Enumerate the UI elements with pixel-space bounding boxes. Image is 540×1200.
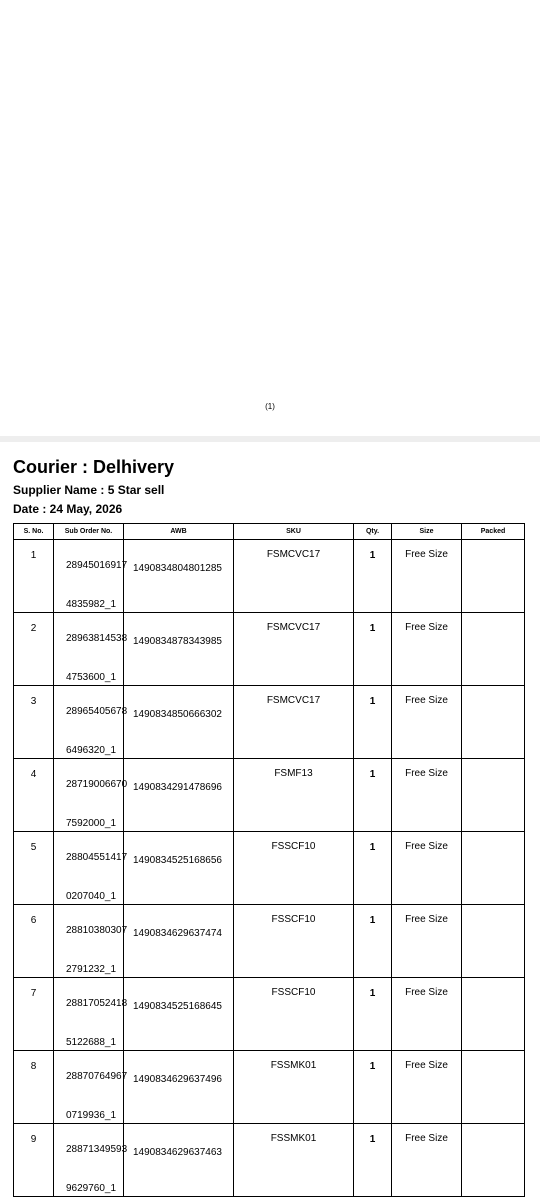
- size-text: Free Size: [405, 841, 448, 852]
- awb-text: 1490834804801285: [133, 563, 222, 574]
- table-row: [14, 759, 525, 832]
- awb-text: 1490834629637474: [133, 928, 222, 939]
- sub-order-text: [54, 978, 128, 1050]
- cell-packed: [462, 613, 525, 686]
- qty-text: 1: [369, 1061, 376, 1072]
- awb-text: 1490834878343985: [133, 636, 222, 647]
- cell-sub-order: [54, 686, 128, 759]
- table-header-row: [14, 524, 525, 540]
- qty-text: 1: [369, 769, 376, 780]
- qty-text: 1: [369, 1134, 376, 1145]
- column-header-sub-order: Sub Order No.: [54, 524, 124, 540]
- cell-awb: [124, 978, 234, 1051]
- cell-packed: [462, 978, 525, 1051]
- qty-text: 1: [369, 842, 376, 853]
- cell-size: [392, 978, 462, 1051]
- sub-order-text: [54, 1124, 128, 1196]
- cell-sub-order: [54, 978, 128, 1051]
- awb-text: 1490834629637463: [133, 1147, 222, 1158]
- sub-order-line1: 28871349593: [66, 1144, 128, 1155]
- cell-qty: [354, 613, 392, 686]
- packing-table: [13, 523, 525, 1197]
- courier-title: Courier : Delhivery: [13, 457, 175, 477]
- packing-list-sheet: [13, 442, 527, 1194]
- cell-sub-order: [54, 613, 128, 686]
- size-text: Free Size: [405, 549, 448, 560]
- sub-order-line1: 28945016917: [66, 560, 128, 571]
- cell-awb: [124, 540, 234, 613]
- column-header-qty: Qty.: [354, 524, 392, 540]
- sku-text: FSSCF10: [271, 914, 316, 925]
- sub-order-line1: 28870764967: [66, 1071, 128, 1082]
- cell-qty: [354, 1051, 392, 1124]
- cell-sku: [234, 978, 354, 1051]
- cell-sno: [14, 978, 54, 1051]
- cell-packed: [462, 1051, 525, 1124]
- sub-order-line2: 0207040_1: [66, 891, 117, 902]
- sub-order-line1: 28965405678: [66, 706, 128, 717]
- table-row: [14, 1051, 525, 1124]
- sku-text: FSSCF10: [271, 841, 316, 852]
- sub-order-text: [54, 613, 128, 685]
- cell-sno: [14, 1051, 54, 1124]
- qty-text: 1: [369, 988, 376, 999]
- sub-order-text: [54, 905, 128, 977]
- sub-order-line2: 9629760_1: [66, 1183, 117, 1194]
- cell-sku: [234, 686, 354, 759]
- cell-sku: [234, 832, 354, 905]
- cell-packed: [462, 759, 525, 832]
- cell-sub-order: [54, 905, 128, 978]
- cell-size: [392, 1124, 462, 1197]
- sub-order-text: [54, 686, 128, 758]
- size-text: Free Size: [405, 914, 448, 925]
- size-text: Free Size: [405, 768, 448, 779]
- cell-packed: [462, 540, 525, 613]
- table-row: [14, 905, 525, 978]
- sub-order-text: [54, 832, 128, 904]
- cell-size: [392, 832, 462, 905]
- sno-text: 7: [30, 988, 37, 999]
- table-row: [14, 613, 525, 686]
- sub-order-line1: 28963814538: [66, 633, 128, 644]
- sku-text: FSMCVC17: [266, 549, 321, 560]
- sub-order-text: [54, 759, 128, 831]
- sku-text: FSMCVC17: [266, 622, 321, 633]
- cell-qty: [354, 686, 392, 759]
- cell-packed: [462, 832, 525, 905]
- table-row: [14, 832, 525, 905]
- sub-order-line2: 4753600_1: [66, 672, 117, 683]
- sub-order-line1: 28817052418: [66, 998, 128, 1009]
- cell-sku: [234, 759, 354, 832]
- sub-order-line2: 4835982_1: [66, 599, 117, 610]
- cell-size: [392, 1051, 462, 1124]
- cell-awb: [124, 613, 234, 686]
- cell-sku: [234, 1124, 354, 1197]
- table-row: [14, 686, 525, 759]
- cell-sno: [14, 905, 54, 978]
- qty-text: 1: [369, 550, 376, 561]
- sno-text: 4: [30, 769, 37, 780]
- table-row: [14, 1124, 525, 1197]
- cell-sku: [234, 540, 354, 613]
- cell-packed: [462, 1124, 525, 1197]
- column-header-sku: SKU: [234, 524, 354, 540]
- size-text: Free Size: [405, 695, 448, 706]
- cell-packed: [462, 686, 525, 759]
- cell-sno: [14, 613, 54, 686]
- previous-page-area: [0, 0, 540, 436]
- cell-size: [392, 686, 462, 759]
- size-text: Free Size: [405, 1060, 448, 1071]
- sub-order-line2: 7592000_1: [66, 818, 117, 829]
- cell-awb: [124, 1124, 234, 1197]
- cell-size: [392, 905, 462, 978]
- sno-text: 1: [30, 550, 37, 561]
- sub-order-line1: 28804551417: [66, 852, 128, 863]
- awb-text: 1490834525168656: [133, 855, 222, 866]
- sub-order-line2: 6496320_1: [66, 745, 117, 756]
- sku-text: FSSMK01: [270, 1133, 317, 1144]
- table-row: [14, 540, 525, 613]
- cell-sub-order: [54, 759, 128, 832]
- column-header-awb: AWB: [124, 524, 234, 540]
- cell-qty: [354, 1124, 392, 1197]
- cell-awb: [124, 759, 234, 832]
- sno-text: 8: [30, 1061, 37, 1072]
- qty-text: 1: [369, 623, 376, 634]
- sno-text: 3: [30, 696, 37, 707]
- qty-text: 1: [369, 696, 376, 707]
- cell-awb: [124, 832, 234, 905]
- cell-qty: [354, 905, 392, 978]
- cell-sku: [234, 613, 354, 686]
- sub-order-text: [54, 1051, 128, 1123]
- sub-order-line1: 28719006670: [66, 779, 128, 790]
- awb-text: 1490834291478696: [133, 782, 222, 793]
- cell-packed: [462, 905, 525, 978]
- cell-sub-order: [54, 1051, 128, 1124]
- cell-sno: [14, 686, 54, 759]
- cell-qty: [354, 832, 392, 905]
- supplier-name: Supplier Name : 5 Star sell: [13, 483, 165, 497]
- page-number: (1): [265, 402, 275, 411]
- cell-size: [392, 540, 462, 613]
- sub-order-line2: 2791232_1: [66, 964, 117, 975]
- column-header-sno: S. No.: [14, 524, 54, 540]
- cell-sub-order: [54, 540, 128, 613]
- sub-order-line2: 0719936_1: [66, 1110, 117, 1121]
- awb-text: 1490834850666302: [133, 709, 222, 720]
- table-row: [14, 978, 525, 1051]
- cell-sub-order: [54, 1124, 128, 1197]
- qty-text: 1: [369, 915, 376, 926]
- cell-sno: [14, 540, 54, 613]
- cell-sno: [14, 759, 54, 832]
- column-header-size: Size: [392, 524, 462, 540]
- cell-awb: [124, 905, 234, 978]
- cell-awb: [124, 686, 234, 759]
- cell-sku: [234, 1051, 354, 1124]
- manifest-date: Date : 24 May, 2026: [13, 502, 123, 516]
- cell-sku: [234, 905, 354, 978]
- cell-sno: [14, 1124, 54, 1197]
- size-text: Free Size: [405, 1133, 448, 1144]
- cell-awb: [124, 1051, 234, 1124]
- cell-qty: [354, 540, 392, 613]
- sub-order-line2: 5122688_1: [66, 1037, 117, 1048]
- cell-size: [392, 613, 462, 686]
- sub-order-line1: 28810380307: [66, 925, 128, 936]
- cell-sub-order: [54, 832, 128, 905]
- column-header-packed: Packed: [462, 524, 525, 540]
- awb-text: 1490834629637496: [133, 1074, 222, 1085]
- cell-qty: [354, 759, 392, 832]
- sno-text: 6: [30, 915, 37, 926]
- cell-sno: [14, 832, 54, 905]
- size-text: Free Size: [405, 987, 448, 998]
- sub-order-text: [54, 540, 128, 612]
- sku-text: FSSCF10: [271, 987, 316, 998]
- sku-text: FSMCVC17: [266, 695, 321, 706]
- sku-text: FSSMK01: [270, 1060, 317, 1071]
- sno-text: 5: [30, 842, 37, 853]
- sno-text: 2: [30, 623, 37, 634]
- cell-size: [392, 759, 462, 832]
- cell-qty: [354, 978, 392, 1051]
- awb-text: 1490834525168645: [133, 1001, 222, 1012]
- sku-text: FSMF13: [274, 768, 313, 779]
- sno-text: 9: [30, 1134, 37, 1145]
- size-text: Free Size: [405, 622, 448, 633]
